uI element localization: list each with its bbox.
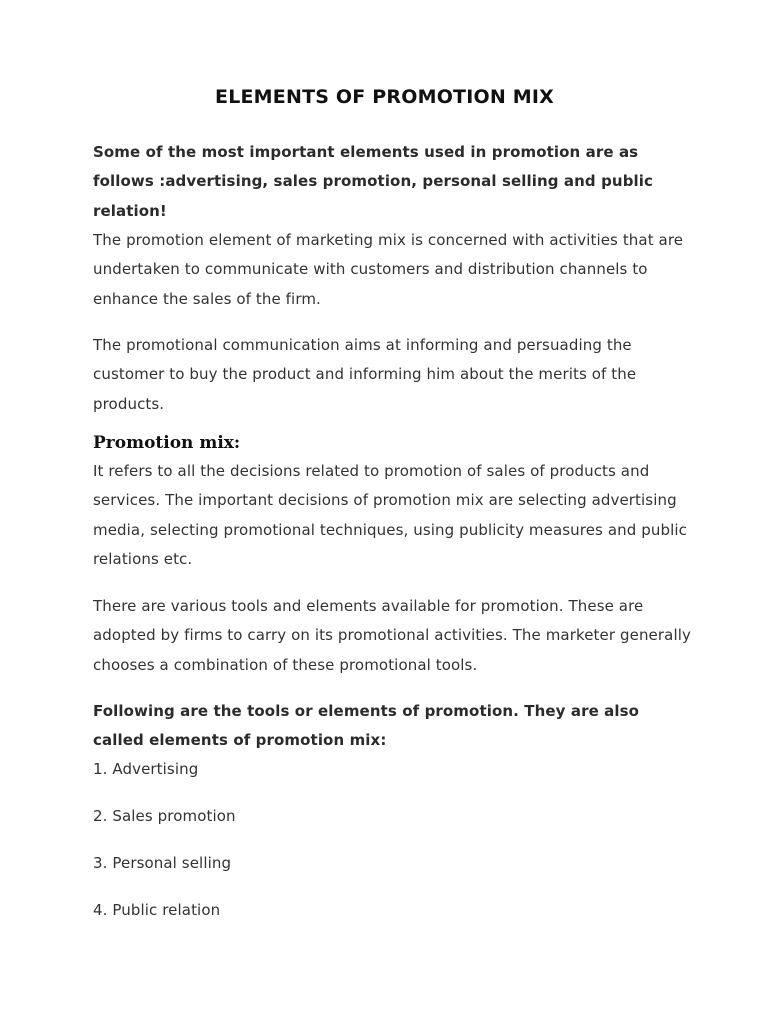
heading-promotion-mix: Promotion mix:: [93, 433, 241, 453]
paragraph-marketing-mix: The promotion element of marketing mix is concerned with activities that are undertaken to communicate with customers and distribution channels to enhance the sales of the firm.: [93, 231, 684, 308]
list-item: 1. Advertising: [93, 760, 199, 778]
paragraph-tools-available: There are various tools and elements available for promotion. These are adopted by firms to carry on its promotional activities. The marketer generally chooses a combination of these promotional tools.: [93, 597, 691, 674]
list-item: 2. Sales promotion: [93, 807, 236, 825]
list-item: 3. Personal selling: [93, 854, 232, 872]
paragraph-promotional-communication: The promotional communication aims at informing and persuading the customer to buy the product and informing him about the merits of the products.: [93, 336, 637, 413]
list-intro-paragraph: Following are the tools or elements of promotion. They are also called elements of promotion mix:: [93, 702, 640, 750]
document-title: ELEMENTS OF PROMOTION MIX: [215, 86, 554, 108]
intro-paragraph: Some of the most important elements used in promotion are as follows :advertising, sales promotion, personal selling and public relation!: [93, 143, 654, 220]
list-item: 4. Public relation: [93, 901, 221, 919]
paragraph-promotion-mix-definition: It refers to all the decisions related to promotion of sales of products and services. The important decisions of promotion mix are selecting advertising media, selecting promotional techniques, using publicity measures and public relations etc.: [93, 462, 687, 569]
